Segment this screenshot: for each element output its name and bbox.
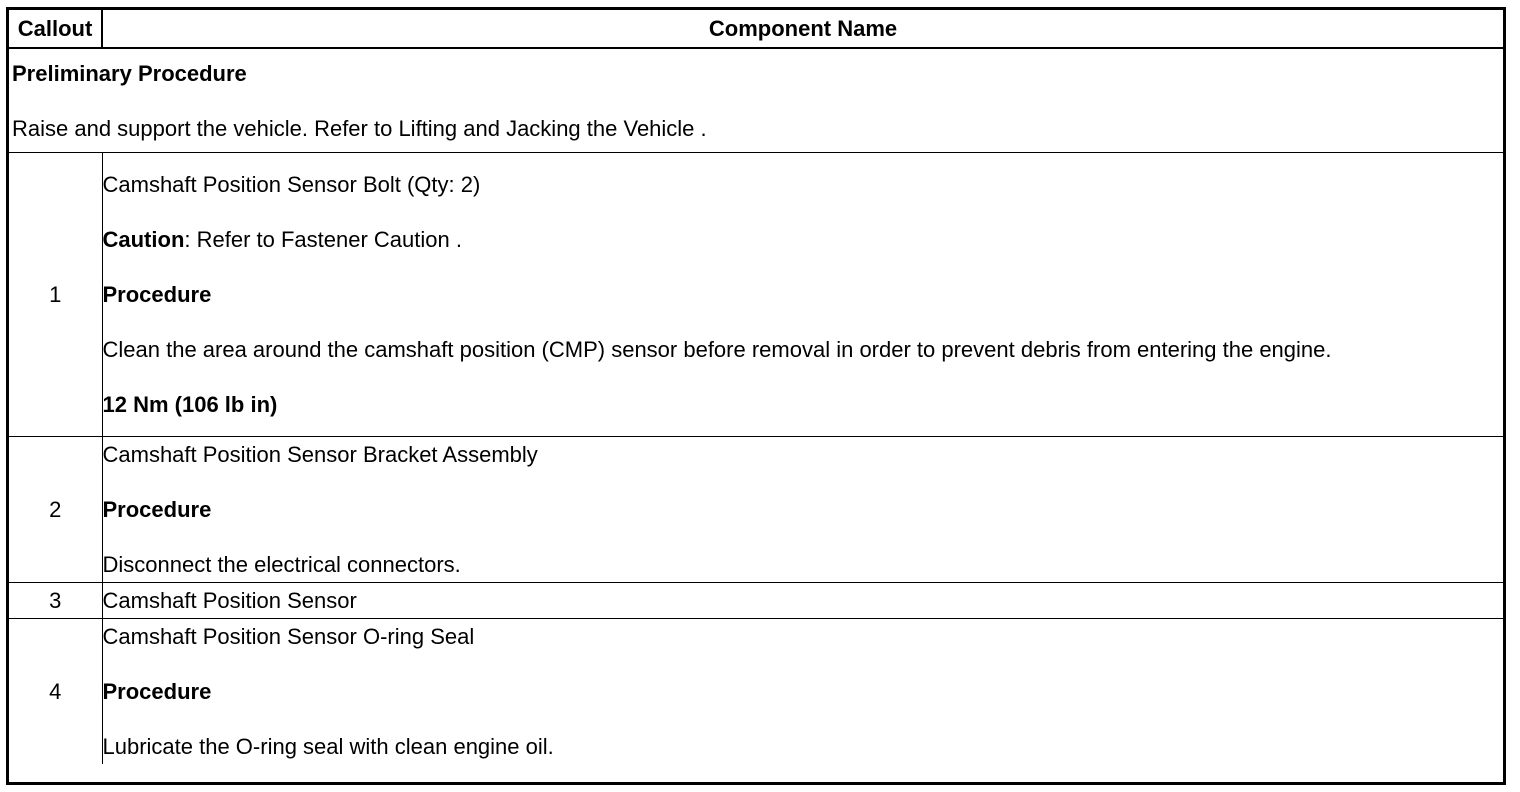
procedure-label: Procedure — [102, 496, 212, 522]
procedure-label: Procedure — [102, 281, 212, 307]
caution-text: : Refer to Fastener Caution . — [184, 226, 462, 252]
preliminary-procedure-row — [9, 48, 1503, 153]
table-row — [9, 437, 1503, 583]
component-name-column-header: Component Name — [102, 10, 1503, 48]
preliminary-procedure-heading: Preliminary Procedure — [12, 60, 247, 86]
procedure-text: Clean the area around the camshaft position (CMP) sensor before removal in order to prevent debris from entering the engine. — [102, 336, 1332, 362]
component-table-frame — [6, 7, 1506, 785]
component-name: Camshaft Position Sensor Bracket Assembly — [102, 441, 538, 467]
callout-number: 3 — [9, 583, 102, 619]
table-row — [9, 619, 1503, 765]
callout-number: 1 — [9, 153, 102, 437]
caution-line — [103, 225, 1504, 255]
preliminary-procedure-text: Raise and support the vehicle. Refer to Lifting and Jacking the Vehicle . — [12, 115, 707, 141]
component-cell — [102, 437, 1503, 583]
procedure-label: Procedure — [102, 678, 212, 704]
component-name: Camshaft Position Sensor — [102, 587, 357, 613]
component-cell — [102, 153, 1503, 437]
table-row — [9, 583, 1503, 619]
component-cell — [102, 583, 1503, 619]
callout-number: 4 — [9, 619, 102, 765]
component-name: Camshaft Position Sensor O-ring Seal — [102, 623, 475, 649]
table-header-row — [9, 10, 1503, 48]
callout-number: 2 — [9, 437, 102, 583]
torque-spec: 12 Nm (106 lb in) — [102, 391, 278, 417]
caution-label: Caution — [102, 226, 185, 252]
callout-column-header: Callout — [9, 10, 102, 48]
component-table — [9, 10, 1503, 764]
preliminary-procedure-cell — [9, 48, 1503, 153]
component-name: Camshaft Position Sensor Bolt (Qty: 2) — [102, 171, 481, 197]
procedure-text: Disconnect the electrical connectors. — [102, 551, 461, 577]
component-cell — [102, 619, 1503, 765]
table-row — [9, 153, 1503, 437]
procedure-text: Lubricate the O-ring seal with clean engine oil. — [102, 733, 554, 759]
